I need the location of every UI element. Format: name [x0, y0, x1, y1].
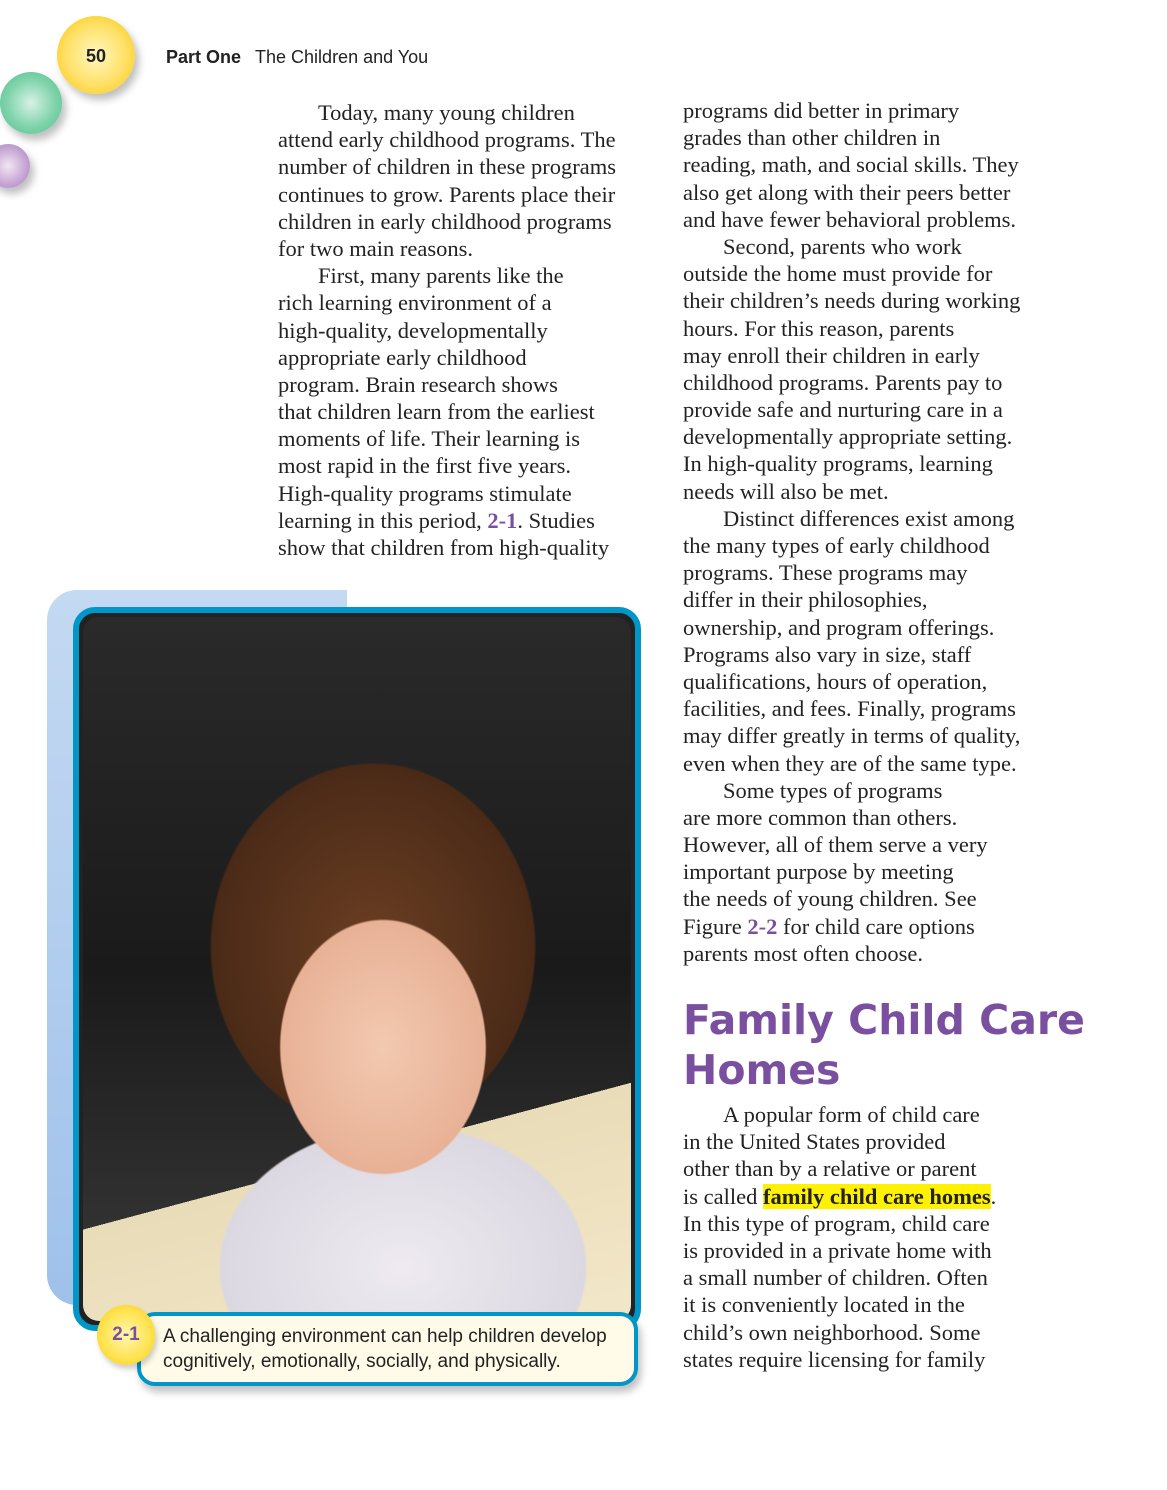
photo-child-drawing: [83, 617, 631, 1321]
purple-ball-decoration: [0, 144, 30, 188]
text-run: grades than other children in: [683, 125, 941, 151]
section-heading-line: Homes: [683, 1046, 841, 1094]
text-run: High-quality programs stimulate: [278, 480, 572, 506]
text-line: [683, 722, 1020, 749]
text-line: [278, 317, 616, 344]
text-line: [683, 1237, 996, 1264]
text-run: number of children in these programs: [278, 154, 617, 180]
text-line: [683, 1346, 996, 1373]
text-run: Figure: [683, 913, 748, 939]
text-line: [683, 260, 1020, 287]
text-run: attend early childhood programs. The: [278, 127, 616, 153]
text-run: for two main reasons.: [278, 235, 473, 261]
text-run: Programs also vary in size, staff: [683, 641, 972, 667]
text-run: facilities, and fees. Finally, programs: [683, 696, 1016, 722]
text-run: Today, many young children: [318, 100, 575, 125]
text-run: that children learn from the earliest: [278, 399, 595, 425]
text-line: [683, 559, 1020, 586]
text-run: learning in this period,: [278, 507, 488, 533]
text-run: even when they are of the same type.: [683, 750, 1017, 776]
text-run: the needs of young children. See: [683, 886, 977, 912]
text-line: [683, 179, 1020, 206]
text-run: states require licensing for family: [683, 1346, 986, 1372]
text-run: provide safe and nurturing care in a: [683, 397, 1003, 423]
text-run: are more common than others.: [683, 804, 958, 830]
text-line: [683, 1319, 996, 1346]
text-run: high-quality, developmentally: [278, 317, 548, 343]
text-line: [278, 208, 616, 235]
text-run: the many types of early childhood: [683, 533, 990, 558]
text-line: [683, 1210, 996, 1237]
text-line: [683, 396, 1020, 423]
text-line: [683, 695, 1020, 722]
text-run: most rapid in the first five years.: [278, 453, 572, 479]
green-ball-decoration: [0, 72, 62, 134]
text-line: [278, 425, 616, 452]
page-number: 50: [85, 46, 107, 66]
text-run: Some types of programs: [723, 777, 943, 803]
text-line: [683, 124, 1020, 151]
right-column-text: [683, 97, 1020, 967]
text-line: [683, 1264, 996, 1291]
text-line: [278, 371, 616, 398]
caption-line: cognitively, emotionally, socially, and physically.: [163, 1351, 561, 1372]
text-run: qualifications, hours of operation,: [683, 668, 988, 694]
text-run: childhood programs. Parents pay to: [683, 369, 1003, 395]
text-run: moments of life. Their learning is: [278, 426, 581, 452]
text-run: programs. These programs may: [683, 560, 968, 586]
text-run: In this type of program, child care: [683, 1210, 990, 1236]
text-run: appropriate early childhood: [278, 344, 527, 370]
text-run: A popular form of child care: [723, 1102, 980, 1127]
text-line: [683, 1128, 996, 1155]
text-run: outside the home must provide for: [683, 261, 993, 287]
text-run: for child care options: [777, 913, 975, 939]
figure-caption: [137, 1312, 638, 1386]
figure-reference-link[interactable]: 2-1: [487, 507, 518, 533]
text-line: [683, 1291, 996, 1318]
text-line: [683, 831, 1020, 858]
text-run: and have fewer behavioral problems.: [683, 206, 1016, 232]
figure-frame: [73, 607, 641, 1331]
text-line: [683, 206, 1020, 233]
text-line: [683, 858, 1020, 885]
text-line: [683, 1155, 996, 1182]
text-run: Second, parents who work: [723, 233, 962, 259]
text-line: [683, 315, 1020, 342]
text-line: [683, 450, 1020, 477]
text-run: is provided in a private home with: [683, 1237, 992, 1263]
section-heading-line: Family Child Care: [683, 996, 1085, 1044]
text-line: [278, 99, 616, 126]
text-run: their children’s needs during working: [683, 288, 1021, 314]
text-run: programs did better in primary: [683, 98, 960, 123]
text-line: [683, 342, 1020, 369]
text-line: [278, 235, 616, 262]
text-run: it is conveniently located in the: [683, 1292, 965, 1318]
text-run: parents most often choose.: [683, 940, 923, 966]
text-line: [278, 507, 616, 534]
text-run: important purpose by meeting: [683, 859, 954, 885]
text-run: developmentally appropriate setting.: [683, 424, 1013, 450]
text-line: [278, 126, 616, 153]
key-term-highlight: family child care homes: [762, 1183, 991, 1209]
text-line: [683, 940, 1020, 967]
text-run: other than by a relative or parent: [683, 1156, 977, 1182]
text-run: ownership, and program offerings.: [683, 614, 995, 640]
text-run: in the United States provided: [683, 1129, 946, 1155]
text-run: needs will also be met.: [683, 478, 889, 504]
text-line: [683, 777, 1020, 804]
text-line: [683, 1183, 996, 1210]
section-heading: [683, 995, 1085, 1095]
text-line: [683, 885, 1020, 912]
text-run: rich learning environment of a: [278, 290, 552, 316]
left-column-text: [278, 99, 616, 561]
text-line: [278, 289, 616, 316]
text-line: [683, 1101, 996, 1128]
text-line: [683, 668, 1020, 695]
text-run: differ in their philosophies,: [683, 587, 928, 613]
text-line: [683, 505, 1020, 532]
text-line: [683, 369, 1020, 396]
text-line: [683, 233, 1020, 260]
text-run: program. Brain research shows: [278, 371, 558, 397]
figure-reference-link[interactable]: 2-2: [747, 913, 778, 939]
text-line: [278, 398, 616, 425]
figure-number: 2-1: [112, 1324, 140, 1345]
text-line: [278, 153, 616, 180]
text-line: [683, 151, 1020, 178]
text-run: .: [990, 1183, 997, 1209]
text-line: [683, 614, 1020, 641]
text-line: [278, 534, 616, 561]
text-line: [278, 181, 616, 208]
text-line: [683, 532, 1020, 559]
text-run: However, all of them serve a very: [683, 832, 988, 858]
text-run: also get along with their peers better: [683, 179, 1011, 205]
text-line: [683, 750, 1020, 777]
text-run: may differ greatly in terms of quality,: [683, 723, 1021, 749]
text-run: First, many parents like the: [318, 263, 564, 289]
part-title: The Children and You: [255, 47, 429, 67]
running-head: [166, 47, 428, 68]
text-run: continues to grow. Parents place their: [278, 181, 616, 207]
section-body-text: [683, 1101, 996, 1373]
text-run: children in early childhood programs: [278, 208, 612, 234]
text-run: hours. For this reason, parents: [683, 315, 955, 341]
text-line: [278, 262, 616, 289]
text-line: [683, 423, 1020, 450]
text-run: . Studies: [517, 507, 595, 533]
text-line: [278, 452, 616, 479]
text-run: a small number of children. Often: [683, 1265, 988, 1291]
text-run: is called: [683, 1183, 763, 1209]
text-run: reading, math, and social skills. They: [683, 152, 1019, 178]
text-line: [683, 913, 1020, 940]
text-run: In high-quality programs, learning: [683, 451, 993, 477]
text-line: [683, 586, 1020, 613]
text-line: [278, 480, 616, 507]
caption-line: A challenging environment can help children develop: [163, 1326, 607, 1347]
text-line: [683, 804, 1020, 831]
text-run: child’s own neighborhood. Some: [683, 1319, 981, 1345]
text-run: Distinct differences exist among: [723, 505, 1015, 531]
text-line: [683, 478, 1020, 505]
text-run: show that children from high-quality: [278, 535, 610, 560]
text-line: [683, 641, 1020, 668]
text-line: [278, 344, 616, 371]
text-line: [683, 287, 1020, 314]
part-label: Part One: [166, 47, 242, 67]
text-run: may enroll their children in early: [683, 342, 980, 368]
text-line: [683, 97, 1020, 124]
